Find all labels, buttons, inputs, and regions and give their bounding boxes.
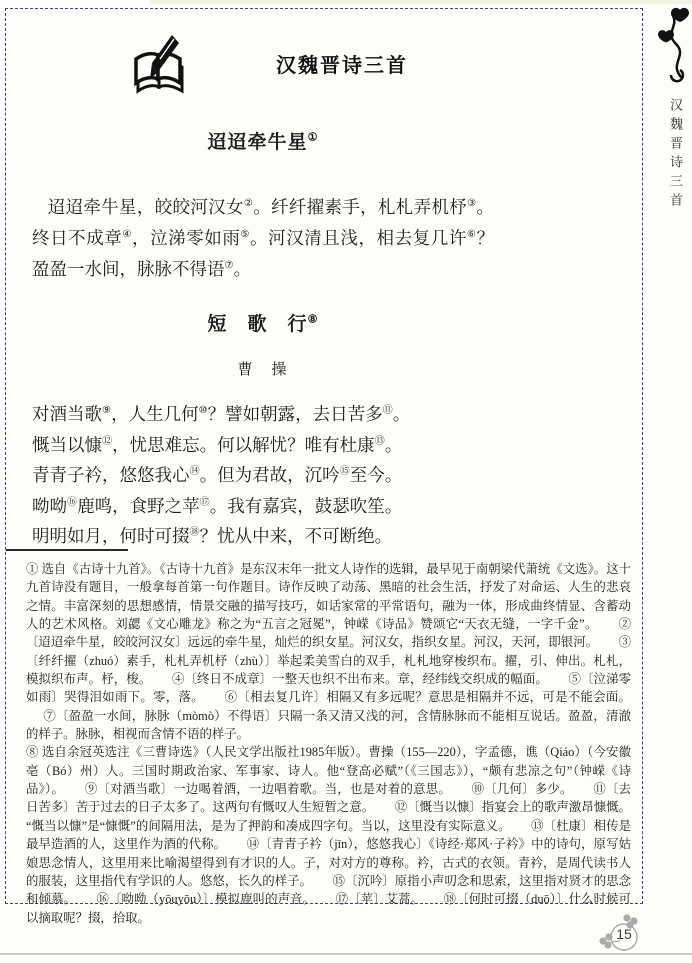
poem1-body: 迢迢牵牛星，皎皎河汉女②。纤纤擢素手，札札弄机杼③。终日不成章④，泣涕零如雨⑤。河汉清且浅，相去复几许⑥？盈盈一水间，脉脉不得语⑦。 [32, 197, 495, 279]
verse-line: 明明如月，何时可掇⑱？忧从中来，不可断绝。 [32, 526, 393, 547]
footnote-2: ②〔迢迢牵牛星，皎皎河汉女〕远远的牵牛星，灿烂的织女星。河汉女，指织女星。河汉，天河，即银河。 [26, 617, 631, 650]
footnote-paragraph-2 [26, 743, 631, 926]
footnote-4: ④〔终日不成章〕一整天也织不出布来。章，经纬线交织成的幅面。 [171, 672, 548, 687]
lesson-title: 汉魏晋诗三首 [276, 55, 408, 77]
footnote-16: ⑯〔呦呦（yōuyōu）〕模拟鹿叫的声音。 [96, 892, 316, 907]
footnote-10: ⑩〔几何〕多少。 [471, 782, 573, 797]
margin-vertical-title: 汉魏晋诗三首 [668, 98, 683, 212]
verse-line: 对酒当歌⑨，人生几何⑩？譬如朝露，去日苦多⑪。 [32, 404, 411, 424]
scan-artifact-bottom [0, 953, 692, 955]
footnote-11: ⑪〔去日苦多〕苦于过去的日子太多了。这两句有慨叹人生短暂之意。 [26, 782, 632, 815]
page-number: 15 [616, 926, 632, 942]
scan-artifact-top [150, 0, 692, 4]
footnote-3: ③〔纤纤擢（zhuó）素手，札札弄机杼（zhù）〕举起柔美雪白的双手，札札地穿梭织布。擢，引、伸出。札札，模拟织布声。杼，梭。 [26, 635, 631, 687]
footnote-5: ⑤〔泣涕零如雨〕哭得泪如雨下。零，落。 [26, 672, 632, 705]
footnote-17: ⑰〔苹〕艾蒿。 [335, 892, 424, 907]
footnote-8: ⑧ 选自余冠英选注《三曹诗选》（人民文学出版社1985年版）。曹操（155—220），字孟德，谯（Qiáo）（今安徽亳（Bó）州）人。三国时期政治家、军事家、诗人。他“登高必赋”（《三国志》），“颇有悲凉之句”（钟嵘《诗品》）。 [26, 745, 631, 797]
footnote-13: ⑬〔杜康〕相传是最早造酒的人，这里作为酒的代称。 [26, 818, 632, 852]
verse-line: 慨当以慷⑫，忧思难忘。何以解忧？唯有杜康⑬。 [32, 434, 403, 455]
content-area [5, 8, 643, 925]
verse-line: 青青子衿，悠悠我心⑭。但为君故，沉吟⑮至今。 [32, 465, 403, 486]
footnotes [26, 560, 631, 927]
footnote-separator [6, 549, 128, 551]
poem2-title: 短 歌 行⑧ [207, 313, 319, 335]
footnote-paragraph-1 [26, 560, 631, 743]
poem2-verse [32, 399, 502, 552]
footnote-14: ⑭〔青青子衿（jīn），悠悠我心〕《诗经·郑风·子衿》中的诗句，原写姑娘思念情人，这里用来比喻渴望得到有才识的人。子，对对方的尊称。衿，古式的衣领。青衿，是周代读书人的服装，这里指代有学识的人。悠悠，长久的样子。 [26, 837, 631, 888]
poem2-author: 曹 操 [237, 362, 289, 378]
footnote-18: ⑱〔何时可掇（duō）〕什么时候可以摘取呢？掇，拾取。 [26, 892, 631, 925]
footnote-7: ⑦〔盈盈一水间，脉脉（mòmò）不得语〕只隔一条又清又浅的河，含情脉脉而不能相互说话。盈盈，清澈的样子。脉脉，相视而含情不语的样子。 [26, 708, 631, 742]
footnote-6: ⑥〔相去复几许〕相隔又有多远呢？意思是相隔并不远，可是不能会面。 [224, 690, 632, 705]
footnote-12: ⑫〔慨当以慷〕指宴会上的歌声激昂慷慨。“慨当以慷”是“慷慨”的间隔用法，是为了押韵和凑成四字句。当以，这里没有实际意义。 [26, 800, 632, 833]
floral-ornament-icon [658, 6, 692, 84]
footnote-15: ⑮〔沉吟〕原指小声叨念和思索，这里指对贤才的思念和倾慕。 [26, 873, 632, 907]
footnote-1: ① 选自《古诗十九首》。《古诗十九首》是东汉末年一批文人诗作的选辑，最早见于南朝梁代萧统《文选》。这十九首诗没有题目，一般拿每首第一句作题目。诗作反映了动荡、黑暗的社会生活，抒发了对命运、人生的悲哀之情。丰富深刻的思想感情，情景交融的描写技巧，如话家常的平常语句，融为一体，形成曲终情显、含蓄动人的艺术风格。刘勰《文心雕龙》称之为“五言之冠冕”，钟嵘《诗品》赞颂它“天衣无缝，一字千金”。 [26, 562, 631, 632]
footnote-9: ⑨〔对酒当歌〕一边喝着酒，一边唱着歌。当，也是对着的意思。 [84, 782, 451, 797]
verse-line: 呦呦⑯鹿鸣，食野之苹⑰。我有嘉宾，鼓瑟吹笙。 [32, 495, 403, 516]
open-book-pen-icon [126, 33, 194, 99]
poem1-title: 迢迢牵牛星① [207, 131, 319, 153]
